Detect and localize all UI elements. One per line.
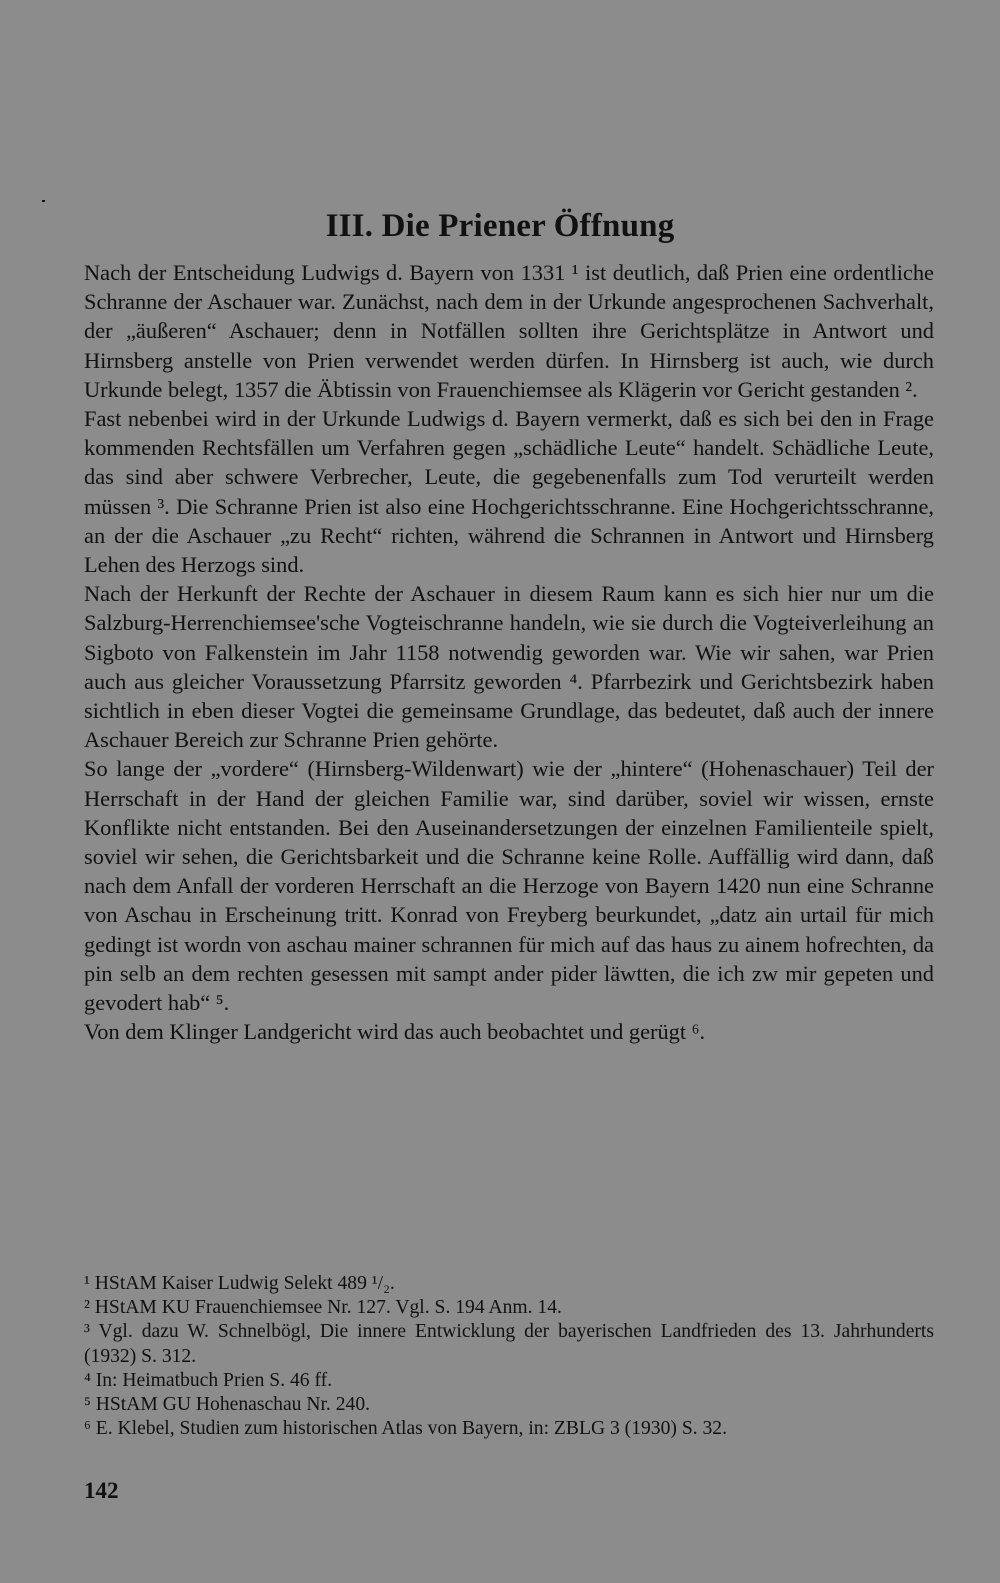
footnote-5: ⁵ HStAM GU Hohenaschau Nr. 240.	[84, 1394, 371, 1416]
footnote-3: ³ Vgl. dazu W. Schnelbögl, Die innere Entwicklung der bayerischen Landfrieden des 13. Jahrhunderts (1932) S. 312.	[84, 1321, 934, 1367]
footnote-4: ⁴ In: Heimatbuch Prien S. 46 ff.	[84, 1369, 333, 1391]
footnotes	[84, 1272, 934, 1441]
body-text	[84, 258, 934, 1046]
chapter-title: III. Die Priener Öffnung	[325, 208, 675, 245]
footnote-2: ² HStAM KU Frauenchiemsee Nr. 127. Vgl. S. 194 Anm. 14.	[84, 1297, 562, 1319]
paragraph-5: Von dem Klinger Landgericht wird das auch beobachtet und gerügt ⁶.	[84, 1019, 706, 1045]
paragraph-4: So lange der „vordere“ (Hirnsberg-Wildenwart) wie der „hintere“ (Hohenaschauer) Teil der Herrschaft in der Hand der gleichen Familie war, sind darüber, soviel wir wissen, ernste Konflikte nicht entstanden. Bei den Auseinandersetzungen der einzelnen Familienteile spielt, soviel wir sehen, die Gerichtsbarkeit und die Schranne keine Rolle. Auffällig wird dann, daß nach dem Anfall der vorderen Herrschaft an die Herzoge von Bayern 1420 nun eine Schranne von Aschau in Erscheinung tritt. Konrad von Freyberg beurkundet, „datz ain urtail für mich gedingt ist wordn von aschau mainer schrannen für mich auf das haus zu ainem hofrechten, da pin selb an dem rechten gesessen mit sampt ander pider läwtten, die ich zw mir gepeten und gevodert hab“ ⁵.	[84, 756, 934, 1016]
paragraph-2: Fast nebenbei wird in der Urkunde Ludwigs d. Bayern vermerkt, daß es sich bei den in Frage kommenden Rechtsfällen um Verfahren gegen „schädliche Leute“ handelt. Schädliche Leute, das sind aber schwere Verbrecher, Leute, die gegebenenfalls zum Tod verurteilt werden müssen ³. Die Schranne Prien ist also eine Hochgerichtsschranne. Eine Hochgerichtsschranne, an der die Aschauer „zu Recht“ richten, während die Schrannen in Antwort und Hirnsberg Lehen des Herzogs sind.	[84, 406, 934, 578]
page-number: 142	[84, 1478, 119, 1503]
paragraph-3: Nach der Herkunft der Rechte der Aschauer in diesem Raum kann es sich hier nur um die Salzburg-Herrenchiemsee'sche Vogteischranne handeln, wie sie durch die Vogteiverleihung an Sigboto von Falkenstein im Jahr 1158 notwendig geworden war. Wie wir sahen, war Prien auch aus gleicher Voraussetzung Pfarrsitz geworden ⁴. Pfarrbezirk und Gerichtsbezirk haben sichtlich in eben dieser Vogtei die gemeinsame Grundlage, das bedeutet, daß auch der innere Aschauer Bereich zur Schranne Prien gehörte.	[84, 581, 934, 753]
footnote-6: ⁶ E. Klebel, Studien zum historischen Atlas von Bayern, in: ZBLG 3 (1930) S. 32.	[84, 1418, 728, 1440]
paragraph-1: Nach der Entscheidung Ludwigs d. Bayern von 1331 ¹ ist deutlich, daß Prien eine ordentliche Schranne der Aschauer war. Zunächst, nach dem in der Urkunde angesprochenen Sachverhalt, der „äußeren“ Aschauer; denn in Notfällen sollten ihre Gerichtsplätze in Antwort und Hirnsberg anstelle von Prien verwendet werden dürfen. In Hirnsberg ist auch, wie durch Urkunde belegt, 1357 die Äbtissin von Frauenchiemsee als Klägerin vor Gericht gestanden ².	[84, 260, 934, 402]
scan-speck	[42, 200, 45, 202]
footnote-1: ¹ HStAM Kaiser Ludwig Selekt 489 ¹/₂.	[84, 1273, 395, 1294]
